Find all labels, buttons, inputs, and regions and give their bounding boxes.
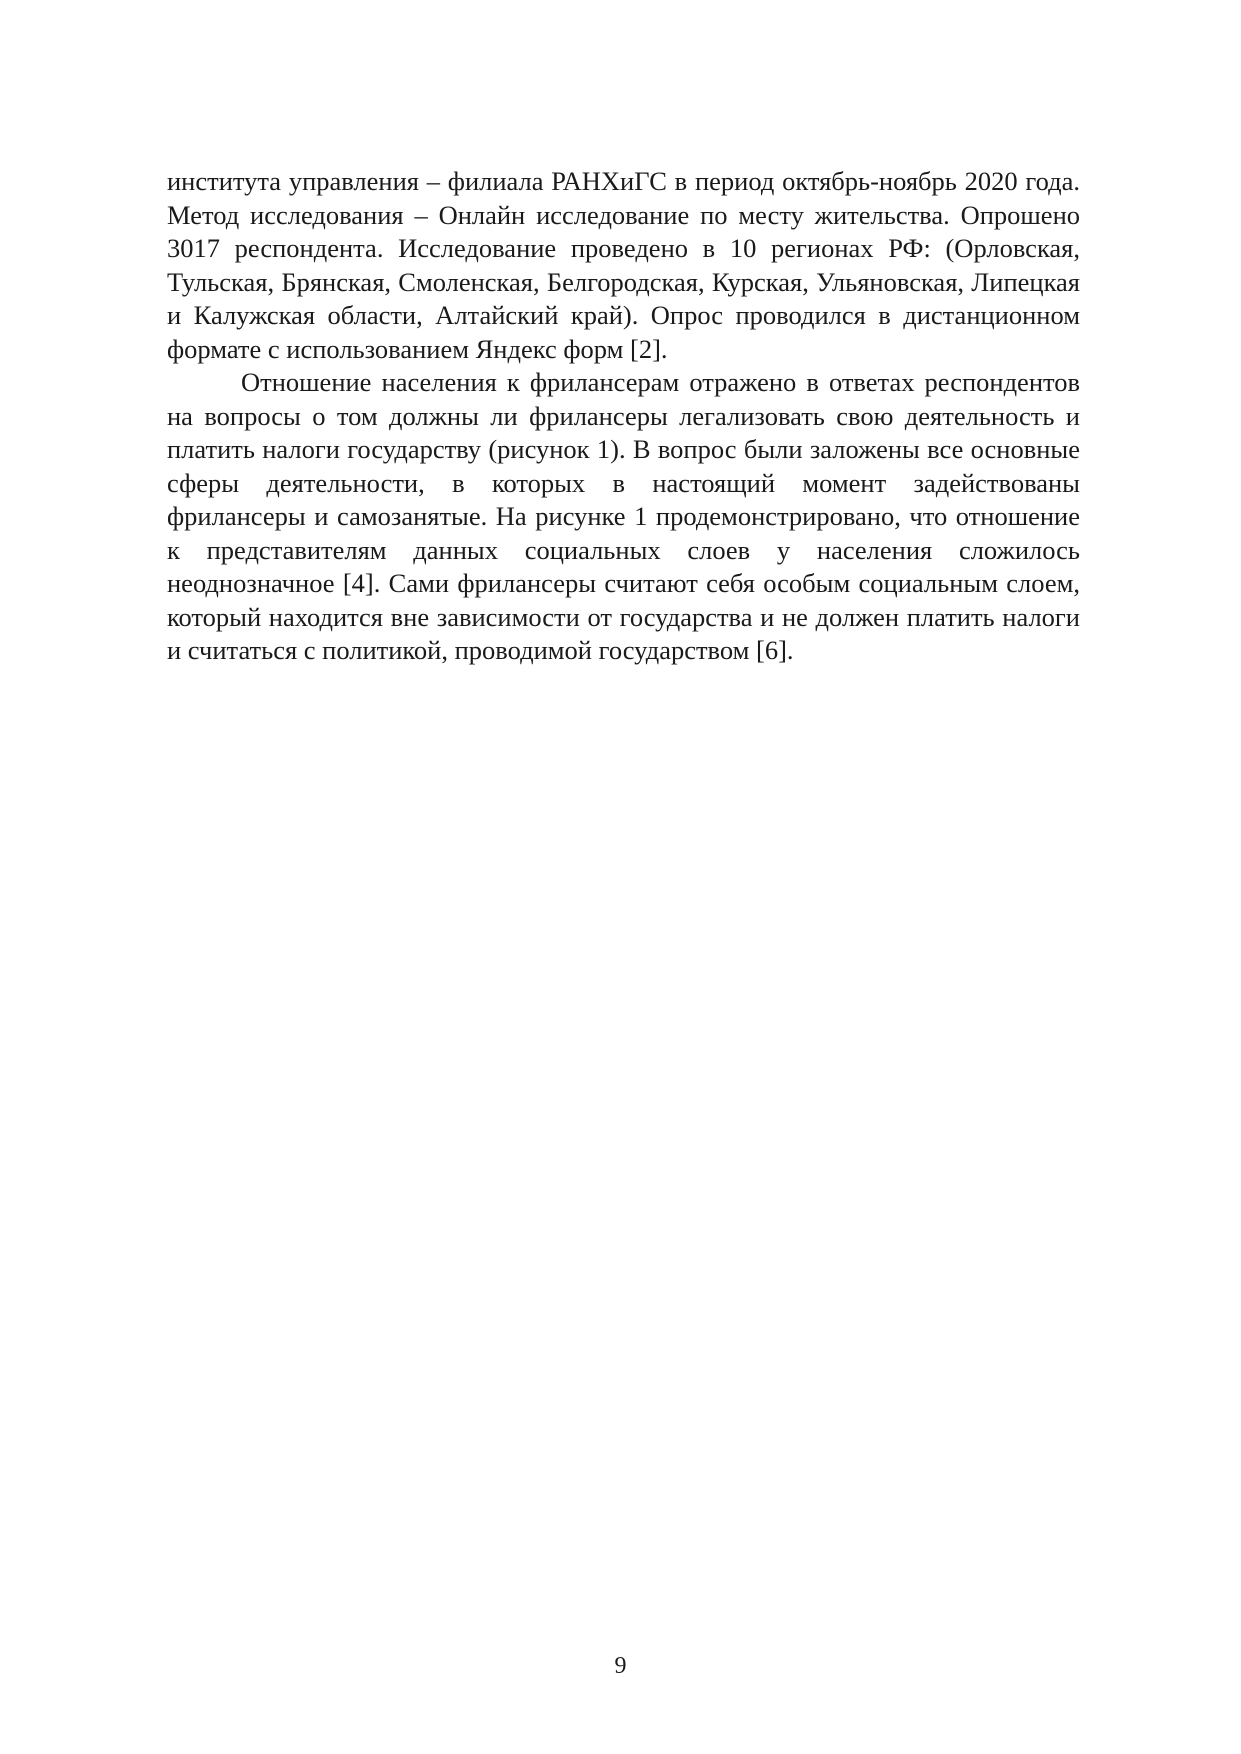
page-number: 9: [614, 1653, 627, 1679]
paragraph-continuation: института управления – филиала РАНХиГС в период октябрь-ноябрь 2020 года. Метод исследования – Онлайн исследование по месту жительства. Опрошено 3017 респондента. Исследование проведено в 10 регионах РФ: (Орловская, Тульская, Брянская, Смоленская, Белгородская, Курская, Ульяновская, Липецкая и Калужская области, Алтайский край). Опрос проводился в дистанционном формате с использованием Яндекс форм [2].: [167, 166, 1080, 364]
body-text: [167, 165, 1080, 668]
paragraph-attitude-to-freelancers: Отношение населения к фрилансерам отражено в ответах респондентов на вопросы о том должны ли фрилансеры легализовать свою деятельность и платить налоги государству (рисунок 1). В вопрос были заложены все основные сферы деятельности, в которых в настоящий момент задействованы фрилансеры и самозанятые. На рисунке 1 продемонстрировано, что отношение к представителям данных социальных слоев у населения сложилось неоднозначное [4]. Сами фрилансеры считают себя особым социальным слоем, который находится вне зависимости от государства и не должен платить налоги и считаться с политикой, проводимой государством [6].: [167, 367, 1080, 665]
